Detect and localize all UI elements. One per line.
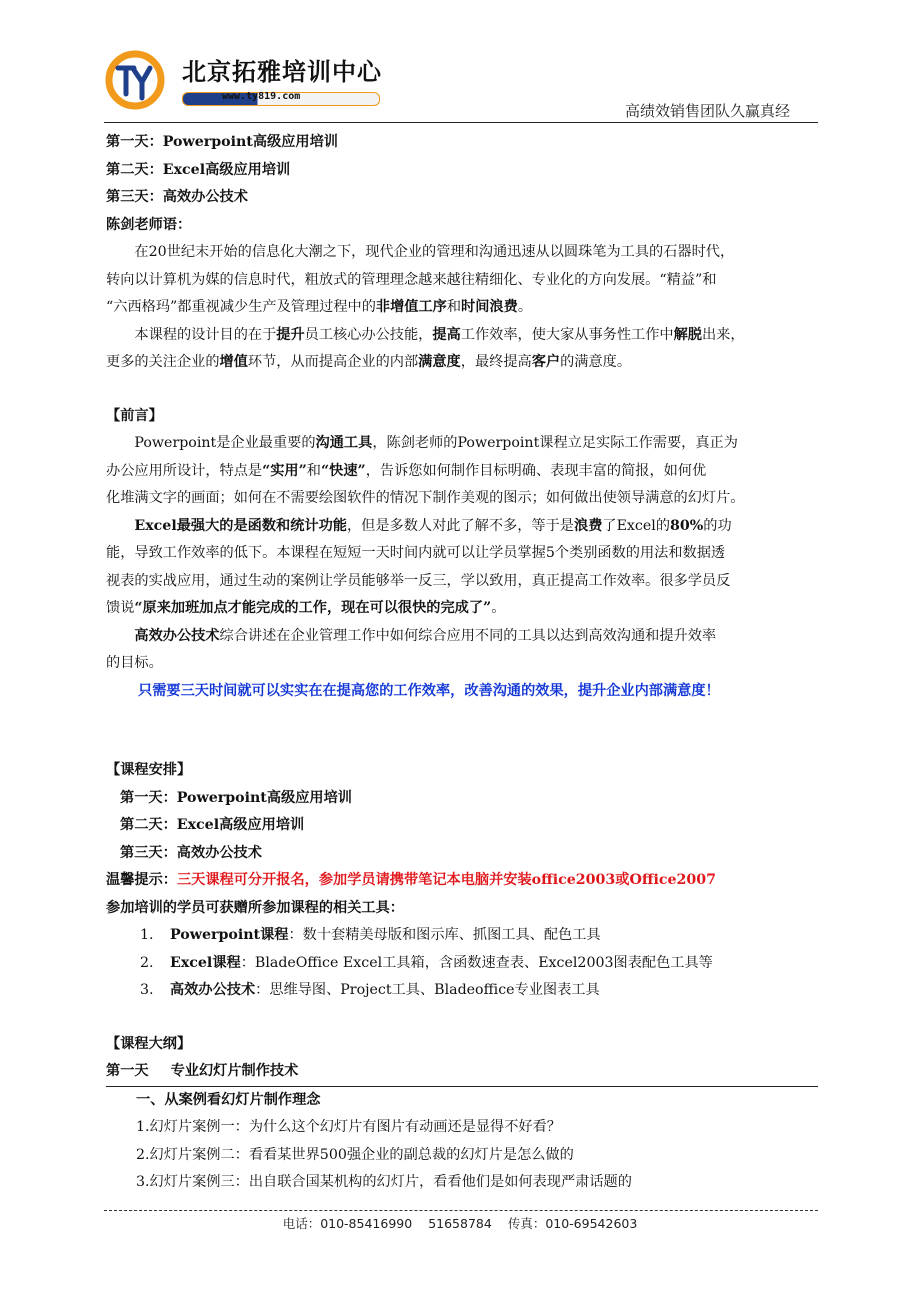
preface-line: 化堆满文字的画面；如何在不需要绘图软件的情况下制作美观的图示；如何做出使领导满意的幻灯片。 xyxy=(106,490,745,506)
preface-line: 视表的实战应用，通过生动的案例让学员能够举一反三，学以致用，真正提高工作效率。很多学员反 xyxy=(106,572,731,589)
footer-phone-alt: 51658784 xyxy=(428,1216,492,1231)
list-number: 3. xyxy=(140,982,154,998)
intro-paragraph-line xyxy=(106,322,818,350)
header-tagline: 高绩效销售团队久赢真经 xyxy=(624,102,790,120)
intro-paragraph-line xyxy=(106,294,818,322)
outline-item: 1.幻灯片案例一：为什么这个幻灯片有图片有动画还是显得不好看？ xyxy=(136,1119,561,1135)
intro-paragraph-line: 转向以计算机为媒的信息时代，粗放式的管理理念越来越往精细化、专业化的方向发展。“精益”和 xyxy=(106,271,717,288)
text-run: 了Excel的 xyxy=(602,517,671,534)
text-run: 办公应用所设计，特点是 xyxy=(106,462,263,479)
emphasis: 最强大的是函数和统计功能 xyxy=(176,517,347,534)
gift-intro: 参加培训的学员可获赠所参加课程的相关工具： xyxy=(106,899,404,916)
website-url[interactable]: www.ty819.com xyxy=(222,91,301,102)
schedule-day-3: 第三天：高效办公技术 xyxy=(120,844,262,861)
text-run: ，最终提高 xyxy=(460,354,532,370)
text-run: 馈说 xyxy=(106,600,135,616)
text-run: 本课程的设计目的在于 xyxy=(134,326,277,343)
schedule-heading: 【课程安排】 xyxy=(106,762,192,778)
list-title: 高效办公技术 xyxy=(170,982,256,998)
text-run: 工作效率，使大家从事务性工作中 xyxy=(460,326,674,343)
emphasis: 时间浪费 xyxy=(461,299,518,315)
emphasis: 浪费 xyxy=(574,517,603,534)
emphasis: “实用” xyxy=(262,462,307,479)
brand-name: 北京拓雅培训中心 xyxy=(182,58,382,86)
day-title: 专业幻灯片制作技术 xyxy=(170,1063,299,1079)
spacer xyxy=(106,1005,818,1031)
text-run: 员工核心办公技能， xyxy=(304,326,433,343)
emphasis: “原来加班加点才能完成的工作，现在可以很快的完成了” xyxy=(134,600,492,616)
schedule-day-1: 第一天：Powerpoint高级应用培训 xyxy=(120,789,352,806)
schedule-day-2: 第二天：Excel高级应用培训 xyxy=(120,817,305,833)
text-run: ，告诉您如何制作目标明确、表现丰富的简报，如何优 xyxy=(365,462,707,479)
notice-line xyxy=(106,867,818,895)
text-run: 的满意度。 xyxy=(560,354,632,370)
header-divider xyxy=(104,122,818,123)
highlight-slogan: 只需要三天时间就可以实实在在提高您的工作效率，改善沟通的效果，提升企业内部满意度！ xyxy=(138,682,720,699)
preface-line xyxy=(106,595,818,623)
text-run: 。 xyxy=(491,600,506,616)
intro-paragraph-line xyxy=(106,349,818,377)
intro-day-3: 第三天：高效办公技术 xyxy=(106,189,248,205)
emphasis: 客户 xyxy=(531,354,561,370)
preface-line: 的目标。 xyxy=(106,655,163,671)
emphasis: “快速” xyxy=(320,462,366,479)
text-run: 和 xyxy=(446,299,462,315)
notice-label: 温馨提示： xyxy=(106,872,177,888)
emphasis: 80% xyxy=(670,517,704,534)
day-label: 第一天 xyxy=(106,1063,149,1079)
footer-contact xyxy=(0,1214,920,1232)
list-item xyxy=(106,950,818,978)
emphasis: 解脱 xyxy=(673,326,702,343)
teacher-label: 陈剑老师语： xyxy=(106,216,192,233)
list-number: 2. xyxy=(140,954,154,971)
emphasis: 增值 xyxy=(219,354,248,370)
outline-item: 3.幻灯片案例三：出自联合国某机构的幻灯片，看看他们是如何表现严肃话题的 xyxy=(136,1174,632,1190)
spacer xyxy=(106,705,818,757)
text-run: Powerpoint是企业最重要的 xyxy=(134,435,316,451)
outline-item: 2.幻灯片案例二：看看某世界500强企业的副总裁的幻灯片是怎么做的 xyxy=(136,1146,574,1163)
intro-day-1: 第一天：Powerpoint高级应用培训 xyxy=(106,134,338,150)
text-run: 更多的关注企业的 xyxy=(106,354,220,370)
list-title: Powerpoint课程 xyxy=(170,927,289,943)
outline-day-heading xyxy=(106,1058,818,1087)
preface-line xyxy=(106,458,818,486)
text-run: 环节，从而提高企业的内部 xyxy=(247,354,419,370)
preface-heading: 【前言】 xyxy=(106,407,163,424)
emphasis: 高效办公技术 xyxy=(134,627,220,644)
footer-fax: 传真：010-69542603 xyxy=(507,1216,638,1231)
intro-day-2: 第二天：Excel高级应用培训 xyxy=(106,161,291,178)
list-item xyxy=(106,977,818,1005)
text-run: ，陈剑老师的Powerpoint课程立足实际工作需要，真正为 xyxy=(372,435,738,451)
document-body xyxy=(106,129,818,1197)
outline-section: 一、从案例看幻灯片制作理念 xyxy=(136,1091,321,1108)
list-title: Excel课程 xyxy=(170,954,241,971)
emphasis: 提升 xyxy=(276,326,305,343)
list-item xyxy=(106,922,818,950)
preface-line xyxy=(106,430,818,458)
text-run: ，但是多数人对此了解不多，等于是 xyxy=(346,517,574,534)
list-text: ：数十套精美母版和图示库、抓图工具、配色工具 xyxy=(288,927,601,943)
text-run: “六西格玛”都重视减少生产及管理过程中的 xyxy=(106,299,376,315)
emphasis: 满意度 xyxy=(418,354,461,370)
spacer xyxy=(106,377,818,403)
emphasis: 沟通工具 xyxy=(315,435,373,451)
list-number: 1. xyxy=(140,927,154,943)
preface-line: 能，导致工作效率的低下。本课程在短短一天时间内就可以让学员掌握5个类别函数的用法和数据透 xyxy=(106,545,726,561)
text-run: 综合讲述在企业管理工作中如何综合应用不同的工具以达到高效沟通和提升效率 xyxy=(219,627,717,644)
list-text: ：思维导图、Project工具、Bladeoffice专业图表工具 xyxy=(255,982,600,998)
emphasis: 非增值工序 xyxy=(375,299,447,315)
text-run: 。 xyxy=(517,299,533,315)
notice-text: 三天课程可分开报名，参加学员请携带笔记本电脑并安装office2003或Office2007 xyxy=(176,872,717,888)
preface-line xyxy=(106,513,818,541)
text-run: 出来， xyxy=(701,326,745,343)
preface-line xyxy=(106,623,818,651)
intro-paragraph-line: 在20世纪末开始的信息化大潮之下，现代企业的管理和沟通迅速从以圆珠笔为工具的石器时代， xyxy=(134,244,735,260)
list-text: ：BladeOffice Excel工具箱，含函数速查表、Excel2003图表配色工具等 xyxy=(240,954,713,971)
text-run: 的功 xyxy=(703,517,732,534)
outline-heading: 【课程大纲】 xyxy=(106,1035,192,1052)
emphasis: 提高 xyxy=(432,326,461,343)
footer-phone: 电话：010-85416990 xyxy=(282,1216,413,1231)
emphasis: Excel xyxy=(134,517,177,534)
ty-logo-icon xyxy=(104,46,166,112)
text-run: 和 xyxy=(306,462,321,479)
footer-divider xyxy=(104,1210,818,1211)
letterhead xyxy=(104,42,818,124)
